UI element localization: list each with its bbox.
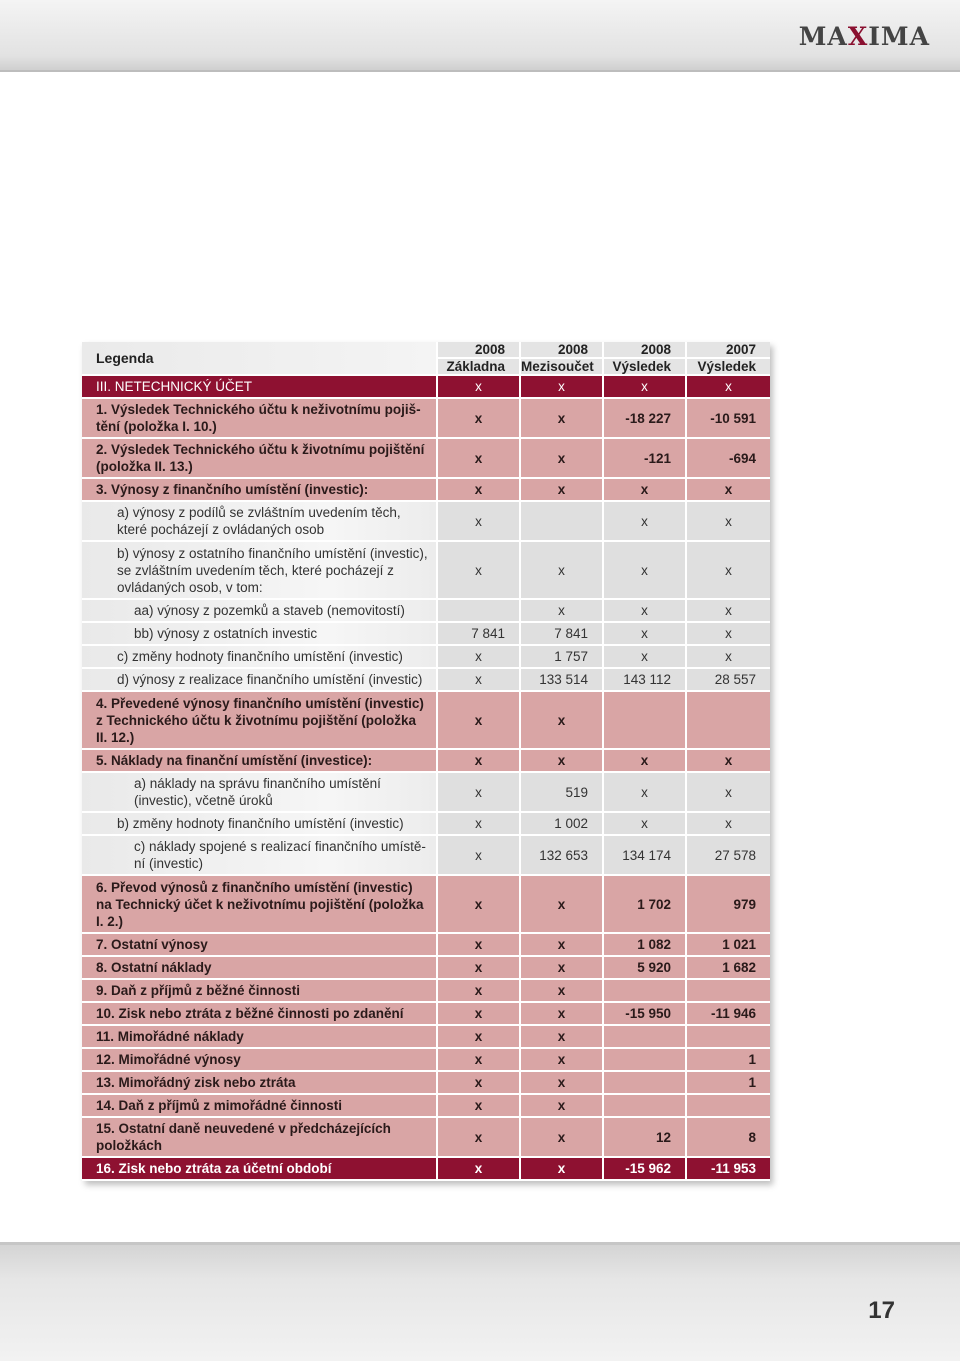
row-value: [521, 502, 604, 542]
row-value: x: [438, 502, 521, 542]
row-value: x: [438, 376, 521, 399]
row-label: 12. Mimořádné výnosy: [82, 1049, 438, 1072]
row-value: x: [687, 623, 770, 646]
row-value: 7 841: [521, 623, 604, 646]
footer-bar: [0, 1242, 960, 1361]
row-value: x: [438, 1026, 521, 1049]
row-label: a) výnosy z podílů se zvláštním uvedením těch, které pocházejí z ovládaných osob: [82, 502, 438, 542]
table-row: [82, 600, 770, 623]
row-value: x: [604, 502, 687, 542]
year-header: 2008: [521, 342, 604, 359]
row-value: [604, 1049, 687, 1072]
row-value: [687, 1095, 770, 1118]
row-value: 1 021: [687, 934, 770, 957]
row-value: x: [521, 750, 604, 773]
table-row: [82, 1049, 770, 1072]
row-label: 1. Výsledek Technického účtu k neživotnímu pojiš-tění (položka I. 10.): [82, 399, 438, 439]
row-value: [687, 1026, 770, 1049]
row-label: 15. Ostatní daně neuvedené v předcházejících položkách: [82, 1118, 438, 1158]
table-row: [82, 1003, 770, 1026]
row-value: x: [438, 1072, 521, 1095]
row-value: 519: [521, 773, 604, 813]
row-value: x: [521, 1158, 604, 1181]
column-label: Základna: [438, 359, 521, 376]
table-row: [82, 934, 770, 957]
row-value: x: [521, 1003, 604, 1026]
row-value: x: [604, 376, 687, 399]
row-value: x: [687, 813, 770, 836]
row-value: x: [438, 399, 521, 439]
row-value: x: [438, 980, 521, 1003]
row-value: [604, 1095, 687, 1118]
page-number: 17: [868, 1297, 895, 1324]
row-value: 27 578: [687, 836, 770, 876]
row-value: [604, 1026, 687, 1049]
row-value: x: [687, 479, 770, 502]
table-row: [82, 623, 770, 646]
row-label: c) náklady spojené s realizací finančního umístě-ní (investic): [82, 836, 438, 876]
row-value: x: [438, 646, 521, 669]
row-label: 14. Daň z příjmů z mimořádné činnosti: [82, 1095, 438, 1118]
row-value: -11 953: [687, 1158, 770, 1181]
table-row: [82, 669, 770, 692]
year-header: 2008: [604, 342, 687, 359]
row-value: x: [438, 542, 521, 600]
row-value: x: [604, 542, 687, 600]
row-value: [604, 692, 687, 750]
row-value: -121: [604, 439, 687, 479]
row-value: 1 002: [521, 813, 604, 836]
row-label: 6. Převod výnosů z finančního umístění (investic) na Technický účet k neživotnímu pojištění (položka I. 2.): [82, 876, 438, 934]
row-value: x: [521, 934, 604, 957]
row-value: 134 174: [604, 836, 687, 876]
table-row: [82, 1118, 770, 1158]
table-row: [82, 646, 770, 669]
row-label: 2. Výsledek Technického účtu k životnímu pojištění (položka II. 13.): [82, 439, 438, 479]
row-label: III. NETECHNICKÝ ÚČET: [82, 376, 438, 399]
row-value: [604, 1072, 687, 1095]
row-value: [438, 600, 521, 623]
table-row: [82, 773, 770, 813]
row-value: x: [521, 1026, 604, 1049]
row-value: x: [521, 479, 604, 502]
row-value: x: [438, 934, 521, 957]
row-value: 133 514: [521, 669, 604, 692]
row-value: 5 920: [604, 957, 687, 980]
row-value: x: [604, 646, 687, 669]
row-value: -10 591: [687, 399, 770, 439]
column-label: Výsledek: [687, 359, 770, 376]
table-header-years: [82, 342, 770, 359]
row-value: -15 962: [604, 1158, 687, 1181]
row-label: a) náklady na správu finančního umístění (investic), včetně úroků: [82, 773, 438, 813]
row-label: c) změny hodnoty finančního umístění (investic): [82, 646, 438, 669]
row-value: x: [604, 813, 687, 836]
row-label: aa) výnosy z pozemků a staveb (nemovitostí): [82, 600, 438, 623]
brand-logo: MAXIMA: [798, 22, 930, 51]
table-row: [82, 876, 770, 934]
row-value: 1: [687, 1049, 770, 1072]
row-value: [604, 980, 687, 1003]
row-value: 132 653: [521, 836, 604, 876]
table-row: [82, 479, 770, 502]
row-label: d) výnosy z realizace finančního umístění (investic): [82, 669, 438, 692]
row-value: 1 757: [521, 646, 604, 669]
row-value: 1 702: [604, 876, 687, 934]
row-value: x: [521, 1118, 604, 1158]
row-value: 1 682: [687, 957, 770, 980]
row-value: x: [687, 773, 770, 813]
row-value: x: [438, 836, 521, 876]
row-label: 3. Výnosy z finančního umístění (investic):: [82, 479, 438, 502]
row-value: [687, 692, 770, 750]
row-label: bb) výnosy z ostatních investic: [82, 623, 438, 646]
row-value: x: [521, 600, 604, 623]
row-value: x: [438, 1049, 521, 1072]
table-row: [82, 1158, 770, 1181]
row-value: -694: [687, 439, 770, 479]
row-value: x: [438, 1095, 521, 1118]
row-value: x: [687, 646, 770, 669]
header-bar: [0, 0, 960, 72]
row-label: 13. Mimořádný zisk nebo ztráta: [82, 1072, 438, 1095]
row-label: b) výnosy z ostatního finančního umístění (investic), se zvláštním uvedením těch, které pocházejí z ovládaných osob, v tom:: [82, 542, 438, 600]
column-label: Výsledek: [604, 359, 687, 376]
row-value: x: [604, 600, 687, 623]
row-value: x: [438, 439, 521, 479]
table-row: [82, 439, 770, 479]
row-value: 143 112: [604, 669, 687, 692]
row-value: x: [438, 479, 521, 502]
table-row: [82, 502, 770, 542]
row-value: x: [521, 876, 604, 934]
row-label: 9. Daň z příjmů z běžné činnosti: [82, 980, 438, 1003]
row-value: x: [438, 1118, 521, 1158]
row-label: 16. Zisk nebo ztráta za účetní období: [82, 1158, 438, 1181]
row-value: 7 841: [438, 623, 521, 646]
table-row: [82, 957, 770, 980]
row-label: b) změny hodnoty finančního umístění (investic): [82, 813, 438, 836]
row-value: x: [521, 1049, 604, 1072]
table-row: [82, 1026, 770, 1049]
row-label: 11. Mimořádné náklady: [82, 1026, 438, 1049]
row-label: 7. Ostatní výnosy: [82, 934, 438, 957]
row-value: 8: [687, 1118, 770, 1158]
row-value: x: [604, 623, 687, 646]
row-value: -15 950: [604, 1003, 687, 1026]
row-label: 5. Náklady na finanční umístění (investice):: [82, 750, 438, 773]
row-value: x: [521, 439, 604, 479]
row-value: x: [438, 1158, 521, 1181]
row-value: 1: [687, 1072, 770, 1095]
row-value: x: [687, 600, 770, 623]
legend-label: Legenda: [82, 342, 438, 376]
row-value: x: [438, 773, 521, 813]
row-value: x: [521, 1095, 604, 1118]
row-value: x: [687, 750, 770, 773]
table-row: [82, 1095, 770, 1118]
row-value: 12: [604, 1118, 687, 1158]
row-value: x: [438, 957, 521, 980]
row-value: 1 082: [604, 934, 687, 957]
row-value: x: [438, 876, 521, 934]
row-value: x: [438, 1003, 521, 1026]
row-value: x: [521, 957, 604, 980]
table-row: [82, 376, 770, 399]
row-label: 8. Ostatní náklady: [82, 957, 438, 980]
column-label: Mezisoučet: [521, 359, 604, 376]
row-value: x: [438, 750, 521, 773]
row-value: x: [521, 980, 604, 1003]
row-value: x: [604, 750, 687, 773]
table-row: [82, 542, 770, 600]
row-value: x: [604, 479, 687, 502]
row-value: x: [438, 813, 521, 836]
row-value: x: [521, 542, 604, 600]
row-value: x: [604, 773, 687, 813]
row-value: x: [521, 692, 604, 750]
row-value: 28 557: [687, 669, 770, 692]
row-value: x: [687, 502, 770, 542]
row-label: 4. Převedené výnosy finančního umístění (investic) z Technického účtu k životnímu pojištění (položka II. 12.): [82, 692, 438, 750]
row-value: x: [521, 1072, 604, 1095]
year-header: 2007: [687, 342, 770, 359]
row-value: x: [687, 376, 770, 399]
income-statement-table: [82, 342, 770, 1181]
table-row: [82, 399, 770, 439]
table-row: [82, 750, 770, 773]
row-value: x: [438, 692, 521, 750]
row-value: x: [521, 399, 604, 439]
table-row: [82, 1072, 770, 1095]
table-row: [82, 692, 770, 750]
row-value: [687, 980, 770, 1003]
table-row: [82, 836, 770, 876]
row-value: -18 227: [604, 399, 687, 439]
row-label: 10. Zisk nebo ztráta z běžné činnosti po zdanění: [82, 1003, 438, 1026]
year-header: 2008: [438, 342, 521, 359]
row-value: x: [687, 542, 770, 600]
table-row: [82, 980, 770, 1003]
row-value: x: [438, 669, 521, 692]
row-value: -11 946: [687, 1003, 770, 1026]
table-row: [82, 813, 770, 836]
row-value: 979: [687, 876, 770, 934]
row-value: x: [521, 376, 604, 399]
